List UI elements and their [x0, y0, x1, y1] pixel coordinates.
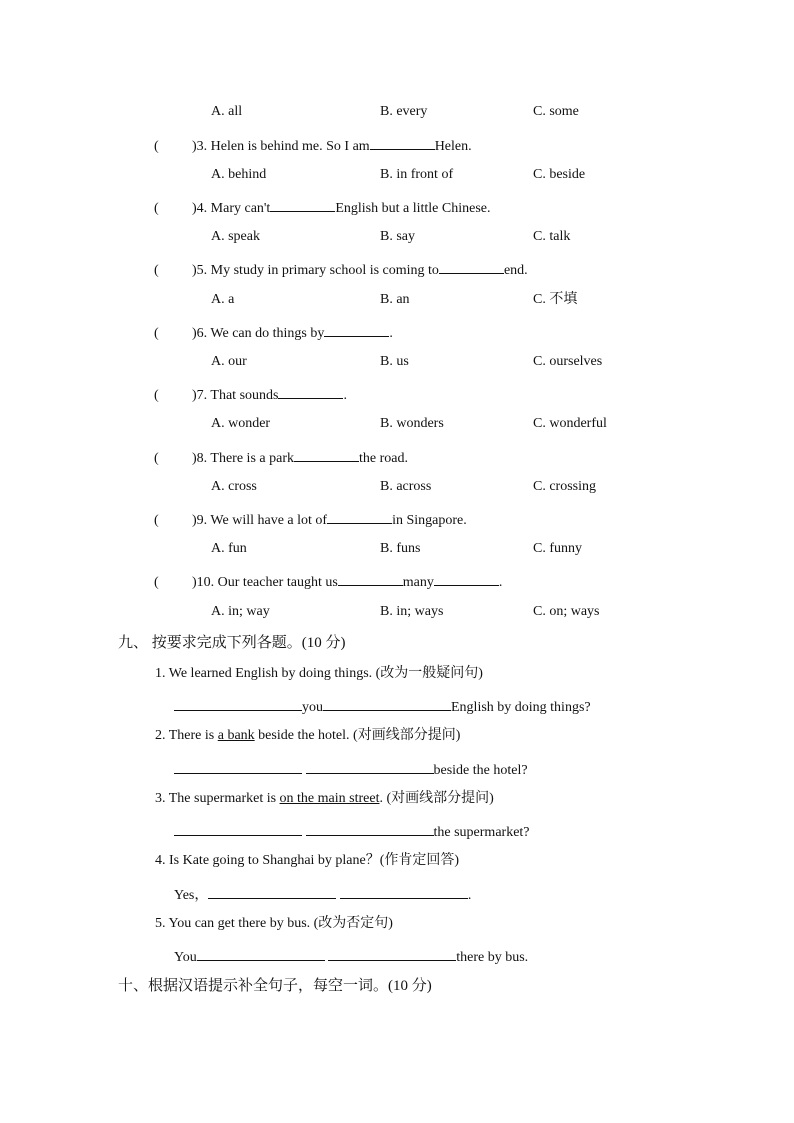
- blank[interactable]: [327, 509, 392, 524]
- q2-option-b: B. every: [380, 104, 428, 119]
- q5-option-b: B. an: [380, 292, 410, 307]
- section-9-item-3: 3. The supermarket is on the main street. (对画线部分提问): [155, 791, 494, 806]
- section-9-item-5: 5. You can get there by bus. (改为否定句): [155, 916, 393, 931]
- question-4: ( )4. Mary can't English but a little Chinese.: [154, 197, 490, 218]
- q9-option-c: C. funny: [533, 541, 582, 556]
- q7-option-b: B. wonders: [380, 416, 444, 431]
- q2-option-a: A. all: [211, 104, 243, 119]
- question-9: ( )9. We will have a lot of in Singapore.: [154, 509, 467, 530]
- blank[interactable]: [434, 571, 499, 586]
- section-9-answer-5: You there by bus.: [174, 946, 528, 967]
- section-9-answer-2: beside the hotel?: [174, 759, 528, 780]
- blank[interactable]: [174, 821, 302, 836]
- question-5: ( )5. My study in primary school is coming to end.: [154, 259, 528, 280]
- q3-option-a: A. behind: [211, 167, 267, 182]
- blank[interactable]: [439, 259, 504, 274]
- q9-option-b: B. funs: [380, 541, 421, 556]
- section-10-title: 十、根据汉语提示补全句子，每空一词。(10 分): [118, 978, 432, 994]
- q7-option-c: C. wonderful: [533, 416, 607, 431]
- q10-option-c: C. on; ways: [533, 604, 600, 619]
- blank[interactable]: [174, 759, 302, 774]
- section-9-item-4: 4. Is Kate going to Shanghai by plane？(作肯定回答): [155, 853, 460, 868]
- blank[interactable]: [328, 946, 456, 961]
- q6-option-c: C. ourselves: [533, 354, 603, 369]
- blank[interactable]: [306, 821, 434, 836]
- section-9-item-1: 1. We learned English by doing things. (改为一般疑问句): [155, 666, 483, 681]
- blank[interactable]: [208, 884, 336, 899]
- underlined-phrase: on the main street: [279, 791, 380, 806]
- blank[interactable]: [338, 571, 403, 586]
- q10-option-b: B. in; ways: [380, 604, 444, 619]
- q6-option-b: B. us: [380, 354, 409, 369]
- q4-option-c: C. talk: [533, 229, 571, 244]
- blank[interactable]: [323, 696, 451, 711]
- q3-option-b: B. in front of: [380, 167, 454, 182]
- blank[interactable]: [340, 884, 468, 899]
- answer-paren[interactable]: (: [154, 201, 159, 216]
- q5-option-c: C. 不填: [533, 292, 578, 307]
- section-9-title: 九、 按要求完成下列各题。(10 分): [118, 635, 346, 651]
- blank[interactable]: [270, 197, 335, 212]
- section-9-item-2: 2. There is a bank beside the hotel. (对画线部分提问): [155, 728, 461, 743]
- q8-option-a: A. cross: [211, 479, 257, 494]
- question-3: ( )3. Helen is behind me. So I am Helen.: [154, 135, 472, 156]
- q4-option-a: A. speak: [211, 229, 260, 244]
- q2-option-c: C. some: [533, 104, 579, 119]
- answer-paren[interactable]: (: [154, 513, 159, 528]
- q4-option-b: B. say: [380, 229, 415, 244]
- q8-option-c: C. crossing: [533, 479, 596, 494]
- question-6: ( )6. We can do things by .: [154, 322, 393, 343]
- answer-paren[interactable]: (: [154, 263, 159, 278]
- q8-option-b: B. across: [380, 479, 432, 494]
- question-7: ( )7. That sounds .: [154, 384, 347, 405]
- answer-paren[interactable]: (: [154, 326, 159, 341]
- answer-paren[interactable]: (: [154, 388, 159, 403]
- question-10: ( )10. Our teacher taught us many .: [154, 571, 502, 592]
- q6-option-a: A. our: [211, 354, 247, 369]
- answer-paren[interactable]: (: [154, 139, 159, 154]
- q5-option-a: A. a: [211, 292, 235, 307]
- q7-option-a: A. wonder: [211, 416, 271, 431]
- q9-option-a: A. fun: [211, 541, 247, 556]
- blank[interactable]: [197, 946, 325, 961]
- blank[interactable]: [324, 322, 389, 337]
- blank[interactable]: [174, 696, 302, 711]
- blank[interactable]: [278, 384, 343, 399]
- blank[interactable]: [294, 447, 359, 462]
- section-9-answer-1: you English by doing things?: [174, 696, 591, 717]
- question-8: ( )8. There is a park the road.: [154, 447, 408, 468]
- blank[interactable]: [370, 135, 435, 150]
- answer-paren[interactable]: (: [154, 575, 159, 590]
- answer-paren[interactable]: (: [154, 451, 159, 466]
- section-9-answer-3: the supermarket?: [174, 821, 530, 842]
- underlined-phrase: a bank: [217, 728, 255, 743]
- q10-option-a: A. in; way: [211, 604, 270, 619]
- q3-option-c: C. beside: [533, 167, 586, 182]
- blank[interactable]: [306, 759, 434, 774]
- section-9-answer-4: Yes， .: [174, 884, 471, 905]
